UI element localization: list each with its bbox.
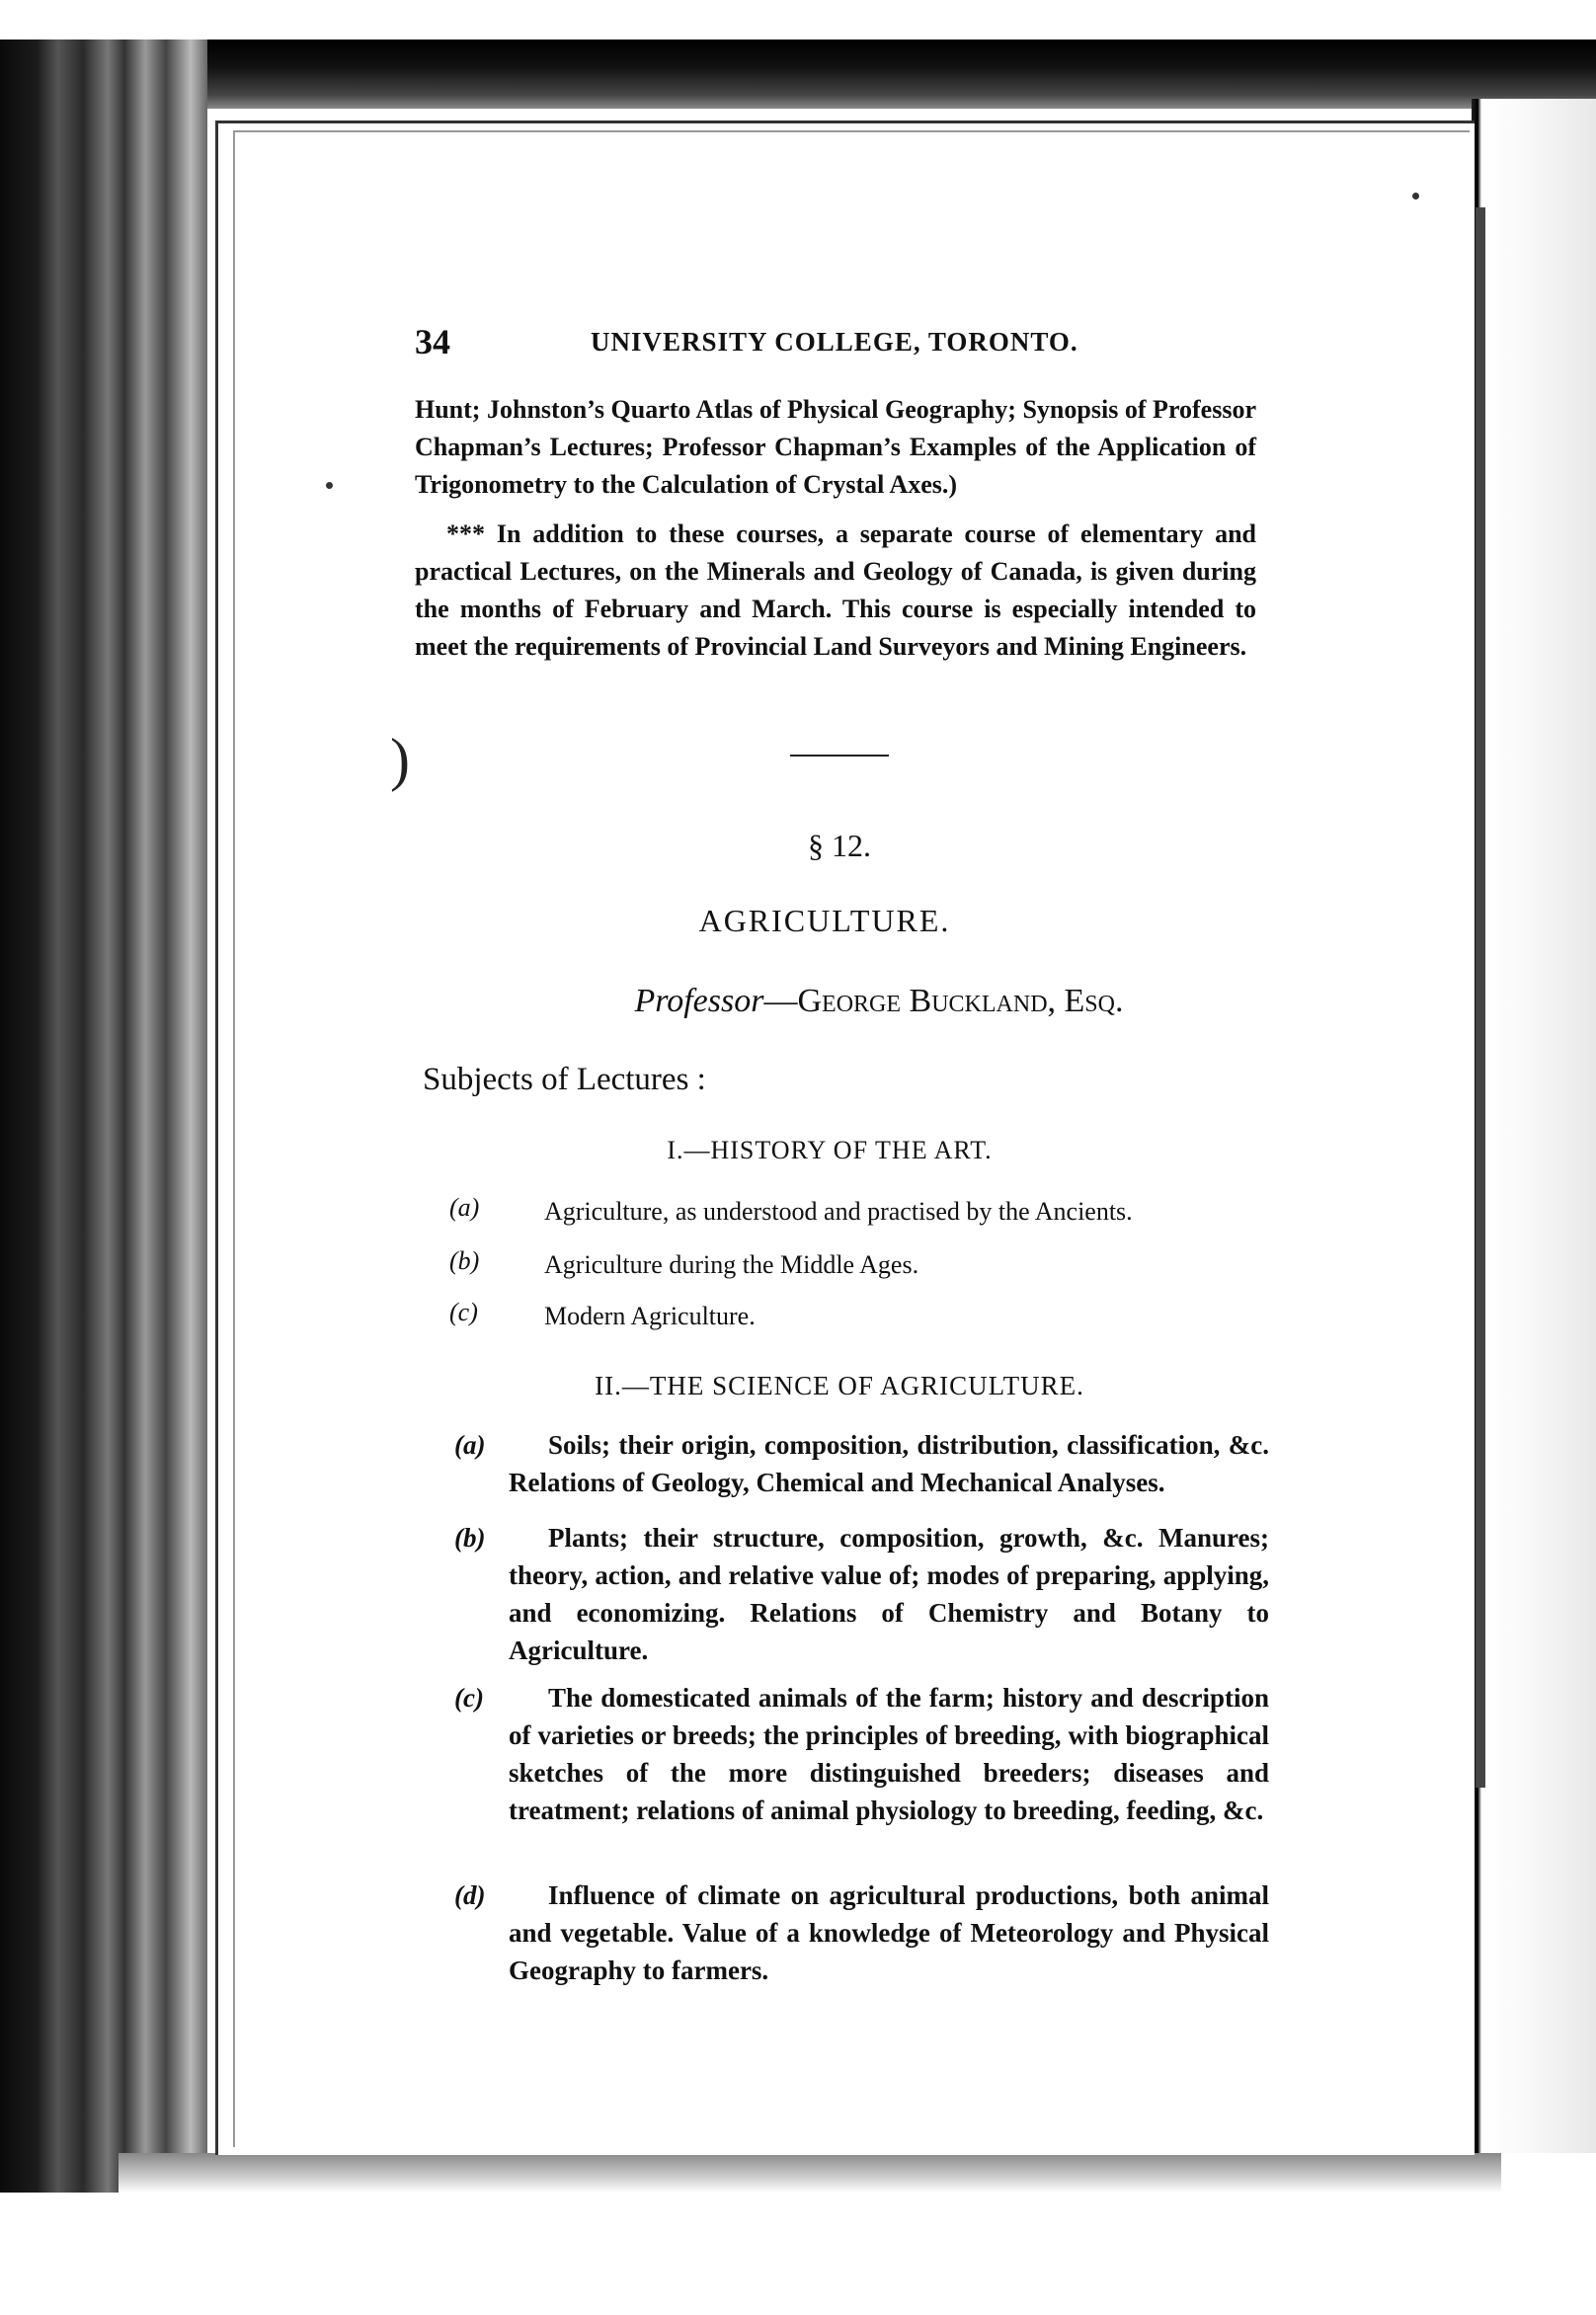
scan-top-edge	[0, 40, 1596, 109]
item-label: (c)	[454, 1683, 484, 1713]
part1-heading: I.—HISTORY OF THE ART.	[667, 1136, 993, 1164]
professor-line	[533, 983, 1225, 1020]
item-text: Agriculture, as understood and practised by the Ancients.	[544, 1197, 1133, 1226]
intro-paragraph: Hunt; Johnston’s Quarto Atlas of Physical Geography; Synopsis of Professor Chapman’s Lectures; Professor Chapman’s Examples of the Application of Trigonometry to the Calculation of Crystal Axes.)	[415, 395, 1256, 499]
item-text: Soils; their origin, composition, distribution, classification, &c. Relations of Geology, Chemical and Mechanical Analyses.	[509, 1430, 1269, 1497]
item-label: (c)	[449, 1298, 478, 1326]
professor-label: Professor	[634, 983, 764, 1019]
ink-speck	[1412, 193, 1419, 200]
section-divider	[790, 755, 889, 757]
item-label: (b)	[449, 1246, 480, 1275]
scan-right-edge	[1472, 99, 1596, 2153]
page-number: 34	[415, 322, 450, 361]
section-mark: § 12.	[808, 828, 871, 863]
margin-bracket-mark: )	[390, 727, 410, 792]
scan-bottom-edge	[119, 2153, 1501, 2193]
scan-left-edge	[0, 40, 207, 2193]
page-binding-line	[1476, 207, 1485, 1788]
ink-speck	[326, 482, 333, 489]
page-header	[415, 321, 1304, 370]
item-label: (a)	[449, 1193, 480, 1222]
item-text: Modern Agriculture.	[544, 1302, 756, 1330]
section-title: AGRICULTURE.	[698, 903, 951, 938]
professor-name: —George Buckland, Esq.	[763, 983, 1124, 1019]
note-paragraph: *** In addition to these courses, a separate course of elementary and practical Lectures, on the Minerals and Geology of Canada, is given during the months of February and March. This course is especially intended to meet the requirements of Provincial Land Surveyors and Mining Engineers.	[415, 519, 1256, 661]
item-label: (b)	[454, 1523, 486, 1553]
running-head: UNIVERSITY COLLEGE, TORONTO.	[591, 327, 1078, 357]
item-text: Plants; their structure, composition, growth, &c. Manures; theory, action, and relative value of; modes of preparing, applying, and economizing. Relations of Chemistry and Botany to Agriculture.	[509, 1523, 1269, 1665]
part2-heading: II.—THE SCIENCE OF AGRICULTURE.	[595, 1371, 1084, 1400]
item-text: Influence of climate on agricultural productions, both animal and vegetable. Value of a knowledge of Meteorology and Physical Geography to farmers.	[509, 1880, 1269, 1985]
subjects-label: Subjects of Lectures :	[423, 1062, 706, 1097]
item-label: (a)	[454, 1430, 486, 1460]
item-text: Agriculture during the Middle Ages.	[544, 1250, 919, 1279]
item-text: The domesticated animals of the farm; history and description of varieties or breeds; the principles of breeding, with biographical sketches of the more distinguished breeders; diseases and treatment; relations of animal physiology to breeding, feeding, &c.	[509, 1683, 1269, 1825]
item-label: (d)	[454, 1880, 486, 1910]
